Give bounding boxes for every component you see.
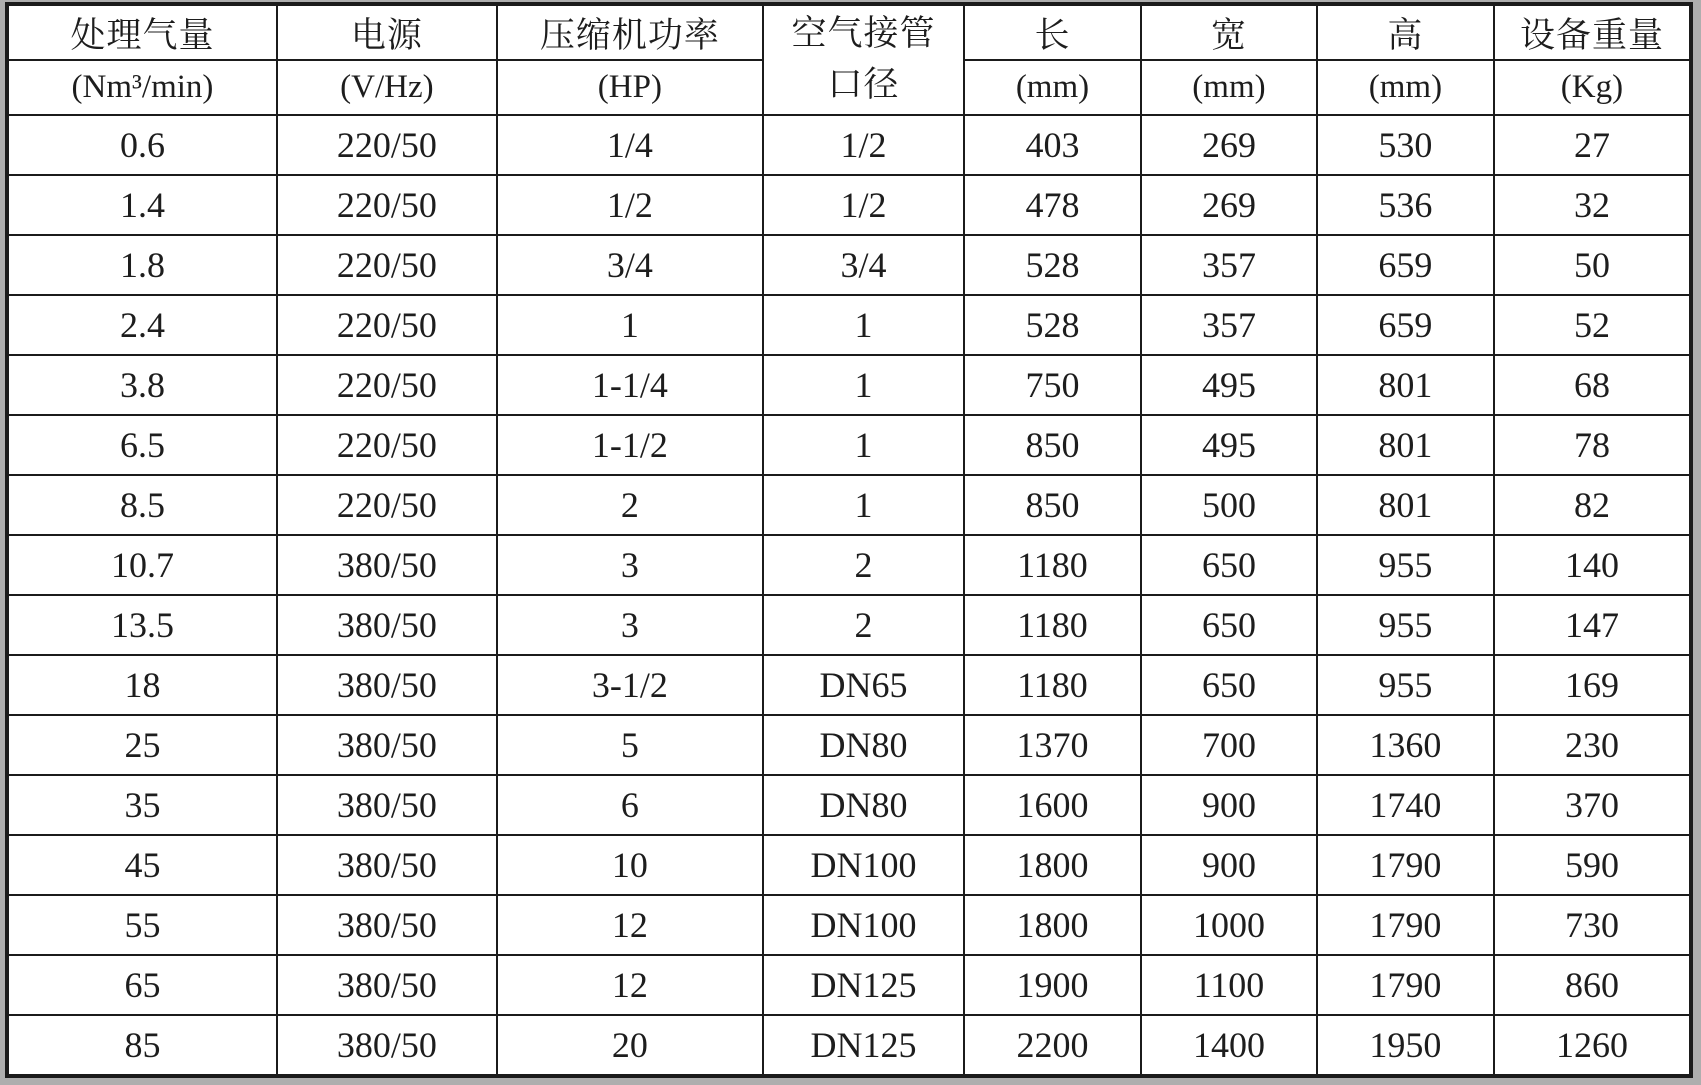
table-row xyxy=(7,1015,1691,1076)
table-row xyxy=(7,175,1691,235)
cell-height: 801 xyxy=(1317,355,1494,415)
table-row xyxy=(7,655,1691,715)
cell-air-pipe-diameter: 1 xyxy=(763,355,964,415)
column-unit-height: (mm) xyxy=(1317,60,1494,115)
cell-processing-air-volume: 55 xyxy=(7,895,277,955)
cell-compressor-power: 3-1/2 xyxy=(497,655,763,715)
cell-length: 478 xyxy=(964,175,1141,235)
column-header-equipment-weight: 设备重量 xyxy=(1494,4,1691,60)
column-unit-compressor-power: (HP) xyxy=(497,60,763,115)
cell-processing-air-volume: 6.5 xyxy=(7,415,277,475)
table-row xyxy=(7,715,1691,775)
cell-width: 500 xyxy=(1141,475,1317,535)
column-header-air-pipe-diameter xyxy=(763,4,964,115)
cell-width: 269 xyxy=(1141,115,1317,175)
cell-length: 2200 xyxy=(964,1015,1141,1076)
cell-compressor-power: 10 xyxy=(497,835,763,895)
cell-power-supply: 380/50 xyxy=(277,655,497,715)
cell-processing-air-volume: 2.4 xyxy=(7,295,277,355)
cell-air-pipe-diameter: DN100 xyxy=(763,895,964,955)
table-row xyxy=(7,775,1691,835)
cell-equipment-weight: 147 xyxy=(1494,595,1691,655)
cell-equipment-weight: 50 xyxy=(1494,235,1691,295)
column-header-height: 高 xyxy=(1317,4,1494,60)
table-row xyxy=(7,895,1691,955)
cell-power-supply: 380/50 xyxy=(277,895,497,955)
equipment-spec-table xyxy=(5,2,1693,1078)
cell-processing-air-volume: 18 xyxy=(7,655,277,715)
table-header xyxy=(7,4,1691,115)
cell-processing-air-volume: 3.8 xyxy=(7,355,277,415)
cell-air-pipe-diameter: DN65 xyxy=(763,655,964,715)
cell-height: 1360 xyxy=(1317,715,1494,775)
table-row xyxy=(7,235,1691,295)
cell-width: 650 xyxy=(1141,595,1317,655)
cell-power-supply: 220/50 xyxy=(277,355,497,415)
cell-length: 1180 xyxy=(964,535,1141,595)
cell-compressor-power: 6 xyxy=(497,775,763,835)
cell-width: 650 xyxy=(1141,535,1317,595)
cell-height: 955 xyxy=(1317,655,1494,715)
cell-equipment-weight: 370 xyxy=(1494,775,1691,835)
cell-length: 403 xyxy=(964,115,1141,175)
cell-height: 955 xyxy=(1317,535,1494,595)
cell-width: 357 xyxy=(1141,295,1317,355)
cell-width: 495 xyxy=(1141,415,1317,475)
cell-power-supply: 380/50 xyxy=(277,1015,497,1076)
cell-processing-air-volume: 1.8 xyxy=(7,235,277,295)
cell-equipment-weight: 27 xyxy=(1494,115,1691,175)
column-header-length: 长 xyxy=(964,4,1141,60)
cell-width: 1400 xyxy=(1141,1015,1317,1076)
cell-power-supply: 220/50 xyxy=(277,235,497,295)
cell-processing-air-volume: 8.5 xyxy=(7,475,277,535)
cell-height: 1790 xyxy=(1317,835,1494,895)
cell-equipment-weight: 78 xyxy=(1494,415,1691,475)
cell-air-pipe-diameter: DN125 xyxy=(763,1015,964,1076)
cell-processing-air-volume: 1.4 xyxy=(7,175,277,235)
cell-equipment-weight: 230 xyxy=(1494,715,1691,775)
cell-length: 850 xyxy=(964,415,1141,475)
cell-equipment-weight: 32 xyxy=(1494,175,1691,235)
cell-air-pipe-diameter: 3/4 xyxy=(763,235,964,295)
cell-compressor-power: 5 xyxy=(497,715,763,775)
cell-compressor-power: 12 xyxy=(497,955,763,1015)
cell-equipment-weight: 140 xyxy=(1494,535,1691,595)
cell-equipment-weight: 860 xyxy=(1494,955,1691,1015)
cell-compressor-power: 2 xyxy=(497,475,763,535)
cell-height: 659 xyxy=(1317,235,1494,295)
cell-compressor-power: 1 xyxy=(497,295,763,355)
cell-processing-air-volume: 85 xyxy=(7,1015,277,1076)
cell-compressor-power: 1-1/2 xyxy=(497,415,763,475)
cell-height: 801 xyxy=(1317,475,1494,535)
cell-processing-air-volume: 35 xyxy=(7,775,277,835)
cell-air-pipe-diameter: DN125 xyxy=(763,955,964,1015)
header-row-titles xyxy=(7,4,1691,60)
cell-length: 528 xyxy=(964,295,1141,355)
cell-height: 536 xyxy=(1317,175,1494,235)
cell-length: 1900 xyxy=(964,955,1141,1015)
column-unit-length: (mm) xyxy=(964,60,1141,115)
cell-height: 1790 xyxy=(1317,895,1494,955)
cell-compressor-power: 3/4 xyxy=(497,235,763,295)
cell-power-supply: 380/50 xyxy=(277,535,497,595)
cell-length: 750 xyxy=(964,355,1141,415)
cell-equipment-weight: 52 xyxy=(1494,295,1691,355)
cell-power-supply: 380/50 xyxy=(277,835,497,895)
cell-length: 1180 xyxy=(964,595,1141,655)
cell-length: 1800 xyxy=(964,835,1141,895)
column-header-power-supply: 电源 xyxy=(277,4,497,60)
cell-processing-air-volume: 13.5 xyxy=(7,595,277,655)
cell-power-supply: 220/50 xyxy=(277,475,497,535)
cell-length: 528 xyxy=(964,235,1141,295)
cell-equipment-weight: 1260 xyxy=(1494,1015,1691,1076)
cell-compressor-power: 1/4 xyxy=(497,115,763,175)
cell-air-pipe-diameter: 2 xyxy=(763,535,964,595)
cell-compressor-power: 1-1/4 xyxy=(497,355,763,415)
column-header-processing-air-volume: 处理气量 xyxy=(7,4,277,60)
spec-table-container xyxy=(5,2,1693,1078)
cell-height: 1950 xyxy=(1317,1015,1494,1076)
cell-height: 955 xyxy=(1317,595,1494,655)
column-header-unit: 口径 xyxy=(827,65,900,104)
cell-power-supply: 380/50 xyxy=(277,715,497,775)
cell-compressor-power: 1/2 xyxy=(497,175,763,235)
cell-width: 1000 xyxy=(1141,895,1317,955)
table-row xyxy=(7,475,1691,535)
cell-height: 801 xyxy=(1317,415,1494,475)
cell-length: 850 xyxy=(964,475,1141,535)
cell-height: 530 xyxy=(1317,115,1494,175)
cell-processing-air-volume: 0.6 xyxy=(7,115,277,175)
cell-height: 1790 xyxy=(1317,955,1494,1015)
column-unit-power-supply: (V/Hz) xyxy=(277,60,497,115)
cell-processing-air-volume: 65 xyxy=(7,955,277,1015)
table-row xyxy=(7,415,1691,475)
cell-width: 269 xyxy=(1141,175,1317,235)
cell-width: 700 xyxy=(1141,715,1317,775)
cell-air-pipe-diameter: 1 xyxy=(763,415,964,475)
cell-power-supply: 220/50 xyxy=(277,415,497,475)
cell-height: 1740 xyxy=(1317,775,1494,835)
cell-power-supply: 220/50 xyxy=(277,175,497,235)
cell-power-supply: 220/50 xyxy=(277,295,497,355)
cell-length: 1180 xyxy=(964,655,1141,715)
column-unit-equipment-weight: (Kg) xyxy=(1494,60,1691,115)
cell-power-supply: 380/50 xyxy=(277,775,497,835)
cell-compressor-power: 20 xyxy=(497,1015,763,1076)
cell-power-supply: 220/50 xyxy=(277,115,497,175)
cell-power-supply: 380/50 xyxy=(277,595,497,655)
cell-equipment-weight: 82 xyxy=(1494,475,1691,535)
table-row xyxy=(7,595,1691,655)
cell-processing-air-volume: 10.7 xyxy=(7,535,277,595)
cell-air-pipe-diameter: DN100 xyxy=(763,835,964,895)
table-row xyxy=(7,955,1691,1015)
cell-equipment-weight: 169 xyxy=(1494,655,1691,715)
table-row xyxy=(7,115,1691,175)
table-body xyxy=(7,115,1691,1076)
column-header-compressor-power: 压缩机功率 xyxy=(497,4,763,60)
cell-compressor-power: 3 xyxy=(497,595,763,655)
cell-equipment-weight: 68 xyxy=(1494,355,1691,415)
cell-air-pipe-diameter: 1/2 xyxy=(763,175,964,235)
column-unit-width: (mm) xyxy=(1141,60,1317,115)
cell-air-pipe-diameter: 2 xyxy=(763,595,964,655)
cell-height: 659 xyxy=(1317,295,1494,355)
cell-processing-air-volume: 25 xyxy=(7,715,277,775)
cell-length: 1600 xyxy=(964,775,1141,835)
cell-width: 1100 xyxy=(1141,955,1317,1015)
cell-power-supply: 380/50 xyxy=(277,955,497,1015)
cell-width: 900 xyxy=(1141,775,1317,835)
column-header-title: 空气接管 xyxy=(791,14,936,54)
table-row xyxy=(7,295,1691,355)
cell-width: 650 xyxy=(1141,655,1317,715)
cell-air-pipe-diameter: 1 xyxy=(763,475,964,535)
cell-length: 1800 xyxy=(964,895,1141,955)
cell-length: 1370 xyxy=(964,715,1141,775)
cell-air-pipe-diameter: 1/2 xyxy=(763,115,964,175)
cell-processing-air-volume: 45 xyxy=(7,835,277,895)
column-unit-processing-air-volume: (Nm³/min) xyxy=(7,60,277,115)
cell-air-pipe-diameter: DN80 xyxy=(763,715,964,775)
table-row xyxy=(7,835,1691,895)
table-row xyxy=(7,355,1691,415)
cell-width: 495 xyxy=(1141,355,1317,415)
cell-compressor-power: 12 xyxy=(497,895,763,955)
cell-width: 357 xyxy=(1141,235,1317,295)
cell-equipment-weight: 590 xyxy=(1494,835,1691,895)
cell-air-pipe-diameter: DN80 xyxy=(763,775,964,835)
cell-width: 900 xyxy=(1141,835,1317,895)
table-row xyxy=(7,535,1691,595)
cell-compressor-power: 3 xyxy=(497,535,763,595)
column-header-width: 宽 xyxy=(1141,4,1317,60)
cell-equipment-weight: 730 xyxy=(1494,895,1691,955)
cell-air-pipe-diameter: 1 xyxy=(763,295,964,355)
